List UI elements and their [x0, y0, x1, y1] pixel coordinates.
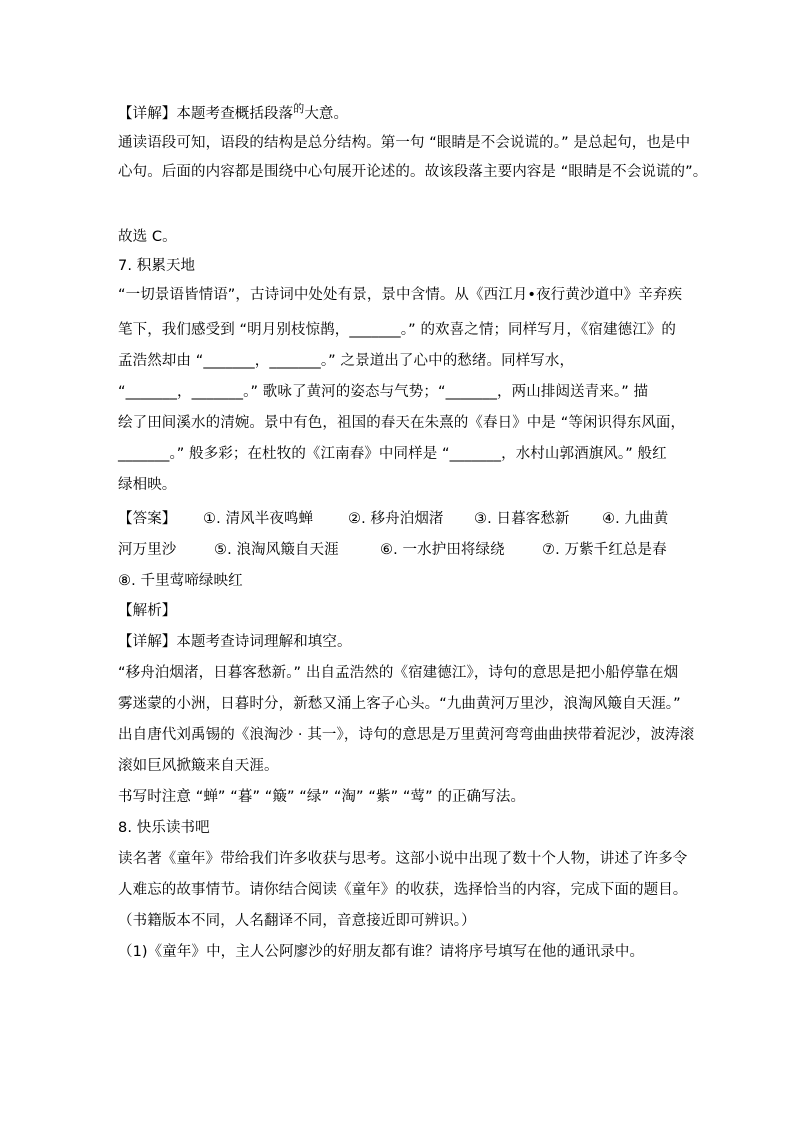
answer-item: ⑤. 浪淘风簸自天涯	[214, 542, 339, 558]
answer-label: 【答案】	[118, 511, 177, 527]
paragraph-line: 心句。后面的内容都是围绕中心句展开论述的。故该段落主要内容是 “眼睛是不会说谎的”。	[118, 164, 708, 180]
question-line: （1)《童年》中，主人公阿廖沙的好朋友都有谁？请将序号填写在他的通讯录中。	[118, 944, 645, 960]
question-line: 绘了田间溪水的清婉。景中有色，祖国的春天在朱熹的《春日》中是 “等闲识得东风面，	[118, 415, 686, 431]
analysis-line: 书写时注意 “蝉” “暮” “簸” “绿” “淘” “紫” “莺” 的正确写法。	[118, 789, 526, 805]
analysis-line: “移舟泊烟渚，日暮客愁新。” 出自孟浩然的《宿建德江》，诗句的意思是把小船停靠在烟	[118, 665, 679, 681]
answer-item: ⑧. 千里莺啼绿映红	[118, 573, 243, 589]
detail-line-section7: 【详解】本题考查诗词理解和填空。	[118, 634, 352, 650]
question-line: （书籍版本不同，人名翻译不同，音意接近即可辨识。）	[118, 913, 476, 929]
analysis-line: 雾迷蒙的小洲，日暮时分，新愁又涌上客子心头。“九曲黄河万里沙，浪淘风簸自天涯。”	[118, 696, 681, 712]
detail-text: 【详解】本题考查概括段落	[118, 106, 294, 122]
question-heading: 7. 积累天地	[118, 258, 196, 274]
question-line: 笔下，我们感受到 “明月别枝惊鹊，_______。” 的欢喜之情；同样写月，《宿建德江》的	[118, 322, 676, 338]
answer-item: ①. 清风半夜鸣蝉	[203, 511, 314, 527]
paragraph-line: 通读语段可知，语段的结构是总分结构。第一句 “眼睛是不会说谎的。” 是总起句，也是中	[118, 135, 691, 151]
question-line: 人难忘的故事情节。请你结合阅读《童年》的收获，选择恰当的内容，完成下面的题目。	[118, 882, 688, 898]
analysis-line: 滚如巨风掀簸来自天涯。	[118, 758, 279, 774]
detail-superscript: 的	[293, 102, 305, 115]
answer-item: ②. 移舟泊烟渚	[348, 511, 444, 527]
answer-row	[118, 509, 678, 529]
analysis-line: 出自唐代刘禹锡的《浪淘沙 · 其一》，诗句的意思是万里黄河弯弯曲曲挟带着泥沙，波涛滚	[118, 727, 695, 743]
question-line: 孟浩然却由 “_______，_______。” 之景道出了心中的愁绪。同样写水，	[118, 353, 575, 369]
detail-text-end: 大意。	[304, 106, 349, 122]
question-heading: 8. 快乐读书吧	[118, 820, 210, 836]
analysis-label: 【解析】	[118, 603, 177, 619]
question-line: 绿相映。	[118, 477, 177, 493]
answer-row	[118, 540, 678, 560]
answer-item: ③. 日暮客愁新	[474, 511, 570, 527]
answer-item: ④. 九曲黄	[602, 511, 669, 527]
question-line: “一切景语皆情语”，古诗词中处处有景，景中含情。从《西江月•夜行黄沙道中》辛弃疾	[118, 287, 683, 303]
answer-item: ⑥. 一水护田将绿绕	[380, 542, 505, 558]
question-line: _______。” 般多彩；在杜牧的《江南春》中同样是 “_______，水村山郭酒旗风。” 般红	[118, 446, 667, 462]
answer-item: ⑦. 万紫千红总是春	[542, 542, 667, 558]
question-line: “_______，_______。” 歌咏了黄河的姿态与气势；“_______，两山排闼送青来。” 描	[118, 384, 649, 400]
answer-item: 河万里沙	[118, 542, 177, 558]
detail-line-section6	[118, 104, 348, 125]
answer-choice: 故选 C。	[118, 229, 177, 245]
question-line: 读名著《童年》带给我们许多收获与思考。这部小说中出现了数十个人物，讲述了许多令	[118, 851, 688, 867]
